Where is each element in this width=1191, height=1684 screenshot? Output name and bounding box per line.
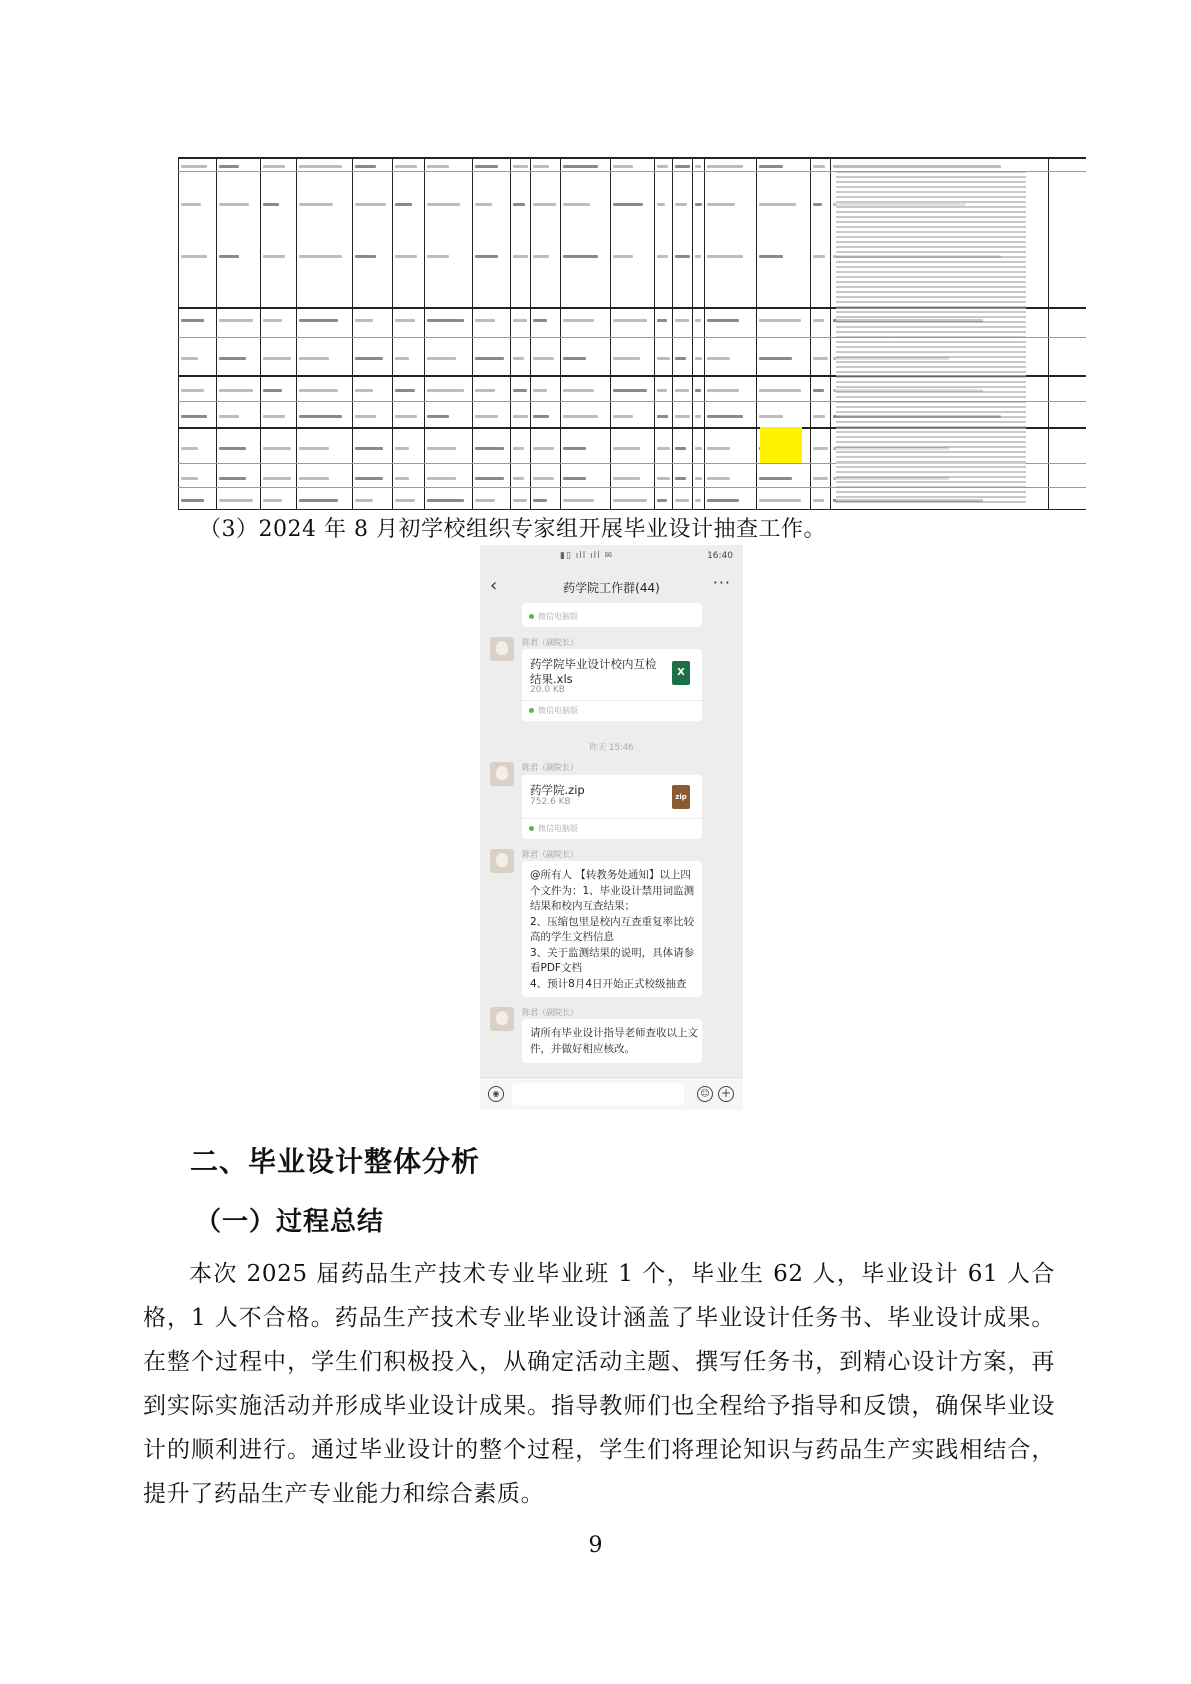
illegible-cell-text [707, 447, 730, 450]
illegible-cell-text [657, 447, 670, 450]
grid-line [472, 157, 473, 510]
illegible-cell-text [181, 447, 198, 450]
grid-line [260, 157, 261, 510]
illegible-cell-text [695, 389, 701, 392]
illegible-cell-text [563, 499, 594, 502]
illegible-cell-text [675, 319, 689, 322]
illegible-cell-text [395, 255, 417, 258]
illegible-cell-text [759, 203, 796, 206]
illegible-cell-text [475, 389, 495, 392]
illegible-cell-text [475, 319, 495, 322]
wechat-screenshot [480, 545, 743, 1110]
grid-line [178, 509, 1086, 510]
message-text: 请所有毕业设计指导老师查收以上文件，并做好相应核改。 [530, 1027, 698, 1055]
illegible-cell-text [475, 165, 498, 168]
voice-icon[interactable]: ◉ [488, 1086, 504, 1102]
illegible-cell-text [657, 319, 667, 322]
illegible-cell-text [219, 255, 239, 258]
grid-line [178, 157, 1086, 159]
spreadsheet-screenshot [178, 157, 1086, 510]
illegible-cell-text [813, 319, 824, 322]
illegible-cell-text [657, 203, 665, 206]
illegible-cell-text [675, 165, 690, 168]
file-size: 20.0 KB [530, 685, 565, 695]
illegible-cell-text [219, 319, 253, 322]
grid-line [692, 157, 693, 510]
partial-message-bubble[interactable]: 微信电脑版 [522, 603, 702, 627]
illegible-cell-text [563, 415, 598, 418]
excel-file-icon: X [672, 661, 690, 685]
illegible-cell-text [263, 255, 285, 258]
illegible-cell-text [513, 203, 525, 206]
illegible-cell-text [707, 499, 739, 502]
emoji-icon[interactable]: ☺ [697, 1086, 713, 1102]
illegible-cell-text [759, 165, 783, 168]
grid-line [424, 157, 425, 510]
illegible-cell-text [533, 415, 549, 418]
illegible-cell-text [427, 255, 449, 258]
illegible-cell-text [563, 203, 590, 206]
source-icon [529, 826, 534, 831]
illegible-cell-text [675, 447, 686, 450]
illegible-cell-text [181, 165, 207, 168]
status-time: 16:40 [707, 551, 733, 561]
illegible-cell-text [813, 415, 825, 418]
illegible-cell-text [695, 255, 701, 258]
illegible-cell-text [355, 477, 383, 480]
illegible-cell-text [675, 357, 686, 360]
illegible-cell-text [813, 477, 828, 480]
file-message[interactable]: 药学院.zip 752.6 KB zip 微信电脑版 [522, 775, 702, 839]
illegible-cell-text [395, 389, 415, 392]
illegible-cell-text [181, 389, 204, 392]
illegible-cell-text [513, 447, 524, 450]
illegible-cell-text [299, 255, 342, 258]
illegible-cell-text [475, 415, 498, 418]
illegible-cell-text [181, 255, 207, 258]
illegible-cell-text [759, 389, 801, 392]
illegible-cell-text [533, 357, 554, 360]
sender-name: 陈君（副院长） [522, 638, 578, 647]
illegible-cell-text [355, 499, 373, 502]
illegible-cell-text [613, 203, 643, 206]
section-heading: 二、毕业设计整体分析 [190, 1145, 481, 1178]
illegible-cell-text [219, 165, 239, 168]
back-arrow-icon[interactable]: ‹ [490, 575, 498, 596]
grid-line [830, 157, 831, 510]
illegible-cell-text [219, 499, 253, 502]
illegible-cell-text [427, 415, 449, 418]
illegible-cell-text [181, 415, 207, 418]
grid-line [704, 157, 705, 510]
illegible-cell-text [813, 203, 822, 206]
illegible-cell-text [759, 255, 783, 258]
illegible-cell-text [657, 165, 668, 168]
illegible-cell-text [219, 477, 246, 480]
illegible-cell-text [813, 255, 825, 258]
illegible-cell-text [759, 499, 801, 502]
grid-line [810, 157, 811, 510]
illegible-cell-text [613, 165, 633, 168]
illegible-cell-text [263, 447, 291, 450]
illegible-cell-text [475, 255, 498, 258]
illegible-cell-text [219, 415, 239, 418]
illegible-cell-text [675, 389, 689, 392]
illegible-cell-text [675, 477, 686, 480]
illegible-cell-text [355, 447, 383, 450]
illegible-cell-text [533, 203, 556, 206]
illegible-cell-text [563, 319, 594, 322]
illegible-cell-text [513, 477, 524, 480]
illegible-cell-text [395, 357, 409, 360]
illegible-cell-text [427, 477, 456, 480]
illegible-cell-text [219, 447, 246, 450]
illegible-cell-text [563, 389, 594, 392]
illegible-cell-text [395, 165, 417, 168]
illegible-cell-text [181, 499, 204, 502]
illegible-cell-text [813, 499, 824, 502]
illegible-cell-text [427, 203, 460, 206]
illegible-cell-text [513, 499, 527, 502]
source-icon [529, 614, 534, 619]
illegible-cell-text [707, 477, 730, 480]
message-text: @所有人 【转教务处通知】以上四个文件为：1、毕业设计禁用词监测结果和校内互查结果； 2、压缩包里是校内互查重复率比较高的学生文档信息 3、关于监测结果的说明，具体请参看PDF文档 4、预计8月4日开始正式校级抽查 [530, 869, 695, 990]
grid-line [216, 157, 217, 510]
illegible-cell-text [675, 415, 690, 418]
illegible-cell-text [513, 415, 528, 418]
illegible-cell-text [695, 447, 702, 450]
illegible-cell-text [299, 447, 329, 450]
illegible-cell-text [395, 203, 412, 206]
avatar[interactable] [490, 637, 514, 661]
grid-line [510, 157, 511, 510]
grid-line [610, 157, 611, 510]
illegible-cell-text [707, 319, 739, 322]
grid-line [392, 157, 393, 510]
illegible-cell-text [219, 203, 249, 206]
illegible-cell-text [181, 319, 204, 322]
illegible-cell-text [675, 499, 689, 502]
illegible-cell-text [475, 477, 504, 480]
illegible-cell-text [613, 477, 640, 480]
illegible-cell-text [759, 415, 783, 418]
illegible-notes-column [836, 171, 1026, 506]
illegible-cell-text [533, 319, 547, 322]
grid-line [654, 157, 655, 510]
illegible-cell-text [355, 255, 376, 258]
illegible-cell-text [695, 203, 702, 206]
illegible-cell-text [563, 165, 598, 168]
illegible-cell-text [563, 357, 586, 360]
illegible-cell-text [813, 165, 825, 168]
illegible-cell-text [475, 357, 504, 360]
illegible-cell-text [427, 319, 464, 322]
zip-file-icon: zip [672, 785, 690, 809]
illegible-cell-text [181, 357, 198, 360]
illegible-cell-text [695, 165, 701, 168]
illegible-cell-text [263, 389, 282, 392]
illegible-cell-text [299, 319, 338, 322]
grid-line [296, 157, 297, 510]
chat-nav-bar [480, 567, 743, 605]
illegible-cell-text [263, 165, 285, 168]
illegible-cell-text [657, 499, 667, 502]
illegible-cell-text [427, 389, 464, 392]
source-icon [529, 708, 534, 713]
message-input[interactable] [512, 1083, 684, 1105]
plus-icon[interactable]: + [718, 1086, 734, 1102]
illegible-cell-text [263, 357, 291, 360]
illegible-cell-text [563, 447, 586, 450]
illegible-cell-text [263, 477, 291, 480]
illegible-cell-text [395, 319, 415, 322]
illegible-cell-text [299, 499, 338, 502]
illegible-cell-text [759, 319, 801, 322]
illegible-cell-text [707, 415, 743, 418]
grid-line [1048, 157, 1049, 510]
illegible-cell-text [533, 255, 549, 258]
signal-icons: ▮▯ ıll ıll ✉ [560, 551, 614, 561]
illegible-cell-text [395, 415, 417, 418]
illegible-cell-text [613, 319, 647, 322]
body-paragraph: 本次 2025 届药品生产技术专业毕业班 1 个，毕业生 62 人，毕业设计 61 人合格，1 人不合格。药品生产技术专业毕业设计涵盖了毕业设计任务书、毕业设计成果。在整个过程中，学生们积极投入，从确定活动主题、撰写任务书，到精心设计方案，再到实际实施活动并形成毕业设计成果。指导教师们也全程给予指导和反馈，确保毕业设计的顺利进行。通过毕业设计的整个过程，学生们将理论知识与药品生产实践相结合，提升了药品生产专业能力和综合素质。 [143, 1261, 1055, 1507]
more-options-icon[interactable]: ··· [712, 573, 731, 592]
illegible-cell-text [707, 357, 730, 360]
illegible-cell-text [533, 389, 547, 392]
illegible-cell-text [427, 165, 449, 168]
chat-title: 药学院工作群(44) [563, 581, 660, 595]
illegible-cell-text [613, 447, 640, 450]
file-message[interactable]: 药学院毕业设计校内互检结果.xls 20.0 KB X 微信电脑版 [522, 649, 702, 721]
illegible-cell-text [219, 389, 253, 392]
illegible-cell-text [695, 357, 702, 360]
illegible-cell-text [613, 357, 640, 360]
illegible-cell-text [657, 389, 667, 392]
illegible-cell-text [299, 477, 329, 480]
status-bar [480, 545, 743, 567]
illegible-cell-text [657, 357, 670, 360]
page-number: 9 [588, 1533, 603, 1558]
illegible-cell-text [263, 319, 282, 322]
illegible-cell-text [355, 415, 376, 418]
illegible-cell-text [299, 415, 342, 418]
illegible-cell-text [657, 415, 668, 418]
illegible-cell-text [263, 203, 279, 206]
grid-line [560, 157, 561, 510]
illegible-cell-text [613, 389, 647, 392]
illegible-cell-text [263, 499, 282, 502]
illegible-cell-text [533, 499, 547, 502]
illegible-cell-text [395, 477, 409, 480]
chat-input-bar [480, 1077, 743, 1110]
illegible-cell-text [813, 357, 828, 360]
illegible-cell-text [695, 499, 701, 502]
illegible-cell-text [675, 255, 690, 258]
grid-line [352, 157, 353, 510]
text-message[interactable] [522, 861, 702, 997]
illegible-cell-text [299, 165, 342, 168]
illegible-cell-text [759, 357, 792, 360]
illegible-cell-text [181, 203, 201, 206]
illegible-cell-text [299, 389, 338, 392]
illegible-cell-text [613, 415, 633, 418]
subsection-heading: （一）过程总结 [195, 1207, 385, 1237]
illegible-cell-text [533, 447, 554, 450]
file-name: 药学院.zip [530, 783, 585, 797]
illegible-cell-text [355, 203, 386, 206]
illegible-cell-text [707, 203, 735, 206]
grid-line [672, 157, 673, 510]
illegible-cell-text [427, 499, 464, 502]
illegible-cell-text [513, 165, 528, 168]
illegible-cell-text [695, 477, 702, 480]
illegible-cell-text [533, 165, 549, 168]
illegible-cell-text [613, 255, 633, 258]
file-name: 药学院毕业设计校内互检结果.xls [530, 657, 657, 686]
illegible-cell-text [695, 319, 701, 322]
illegible-cell-text [513, 357, 524, 360]
grid-line [756, 157, 757, 510]
illegible-cell-text [513, 319, 527, 322]
chat-timestamp: 昨天 15:46 [589, 743, 634, 753]
illegible-cell-text [513, 255, 528, 258]
illegible-cell-text [813, 389, 824, 392]
avatar[interactable] [490, 1007, 514, 1031]
illegible-cell-text [707, 165, 743, 168]
illegible-cell-text [675, 203, 687, 206]
avatar[interactable] [490, 762, 514, 786]
illegible-cell-text [395, 447, 409, 450]
illegible-cell-text [299, 357, 329, 360]
text-message[interactable] [522, 1019, 702, 1063]
illegible-cell-text [427, 357, 456, 360]
file-size: 752.6 KB [530, 797, 571, 807]
illegible-cell-text [563, 255, 598, 258]
illegible-cell-text [833, 165, 1001, 168]
illegible-cell-text [475, 447, 504, 450]
illegible-cell-text [613, 499, 647, 502]
illegible-cell-text [657, 255, 668, 258]
illegible-cell-text [355, 389, 373, 392]
sender-name: 陈君（副院长） [522, 1008, 578, 1017]
highlighted-cell [760, 427, 802, 463]
illegible-cell-text [355, 165, 376, 168]
illegible-cell-text [395, 499, 415, 502]
illegible-cell-text [813, 447, 828, 450]
illegible-cell-text [707, 255, 743, 258]
sender-name: 陈君（副院长） [522, 850, 578, 859]
illegible-cell-text [707, 389, 739, 392]
illegible-cell-text [475, 499, 495, 502]
figure-caption: （3）2024 年 8 月初学校组织专家组开展毕业设计抽查工作。 [199, 517, 826, 542]
grid-line [530, 157, 531, 510]
illegible-cell-text [513, 389, 527, 392]
illegible-cell-text [657, 477, 670, 480]
illegible-cell-text [563, 477, 586, 480]
illegible-cell-text [299, 203, 333, 206]
illegible-cell-text [533, 477, 554, 480]
illegible-cell-text [263, 415, 285, 418]
grid-line [178, 157, 179, 510]
illegible-cell-text [759, 477, 792, 480]
illegible-cell-text [181, 477, 198, 480]
illegible-cell-text [355, 357, 383, 360]
illegible-cell-text [475, 203, 492, 206]
illegible-cell-text [695, 415, 701, 418]
sender-name: 陈君（副院长） [522, 763, 578, 772]
illegible-cell-text [427, 447, 456, 450]
avatar[interactable] [490, 849, 514, 873]
illegible-cell-text [355, 319, 373, 322]
illegible-cell-text [219, 357, 246, 360]
